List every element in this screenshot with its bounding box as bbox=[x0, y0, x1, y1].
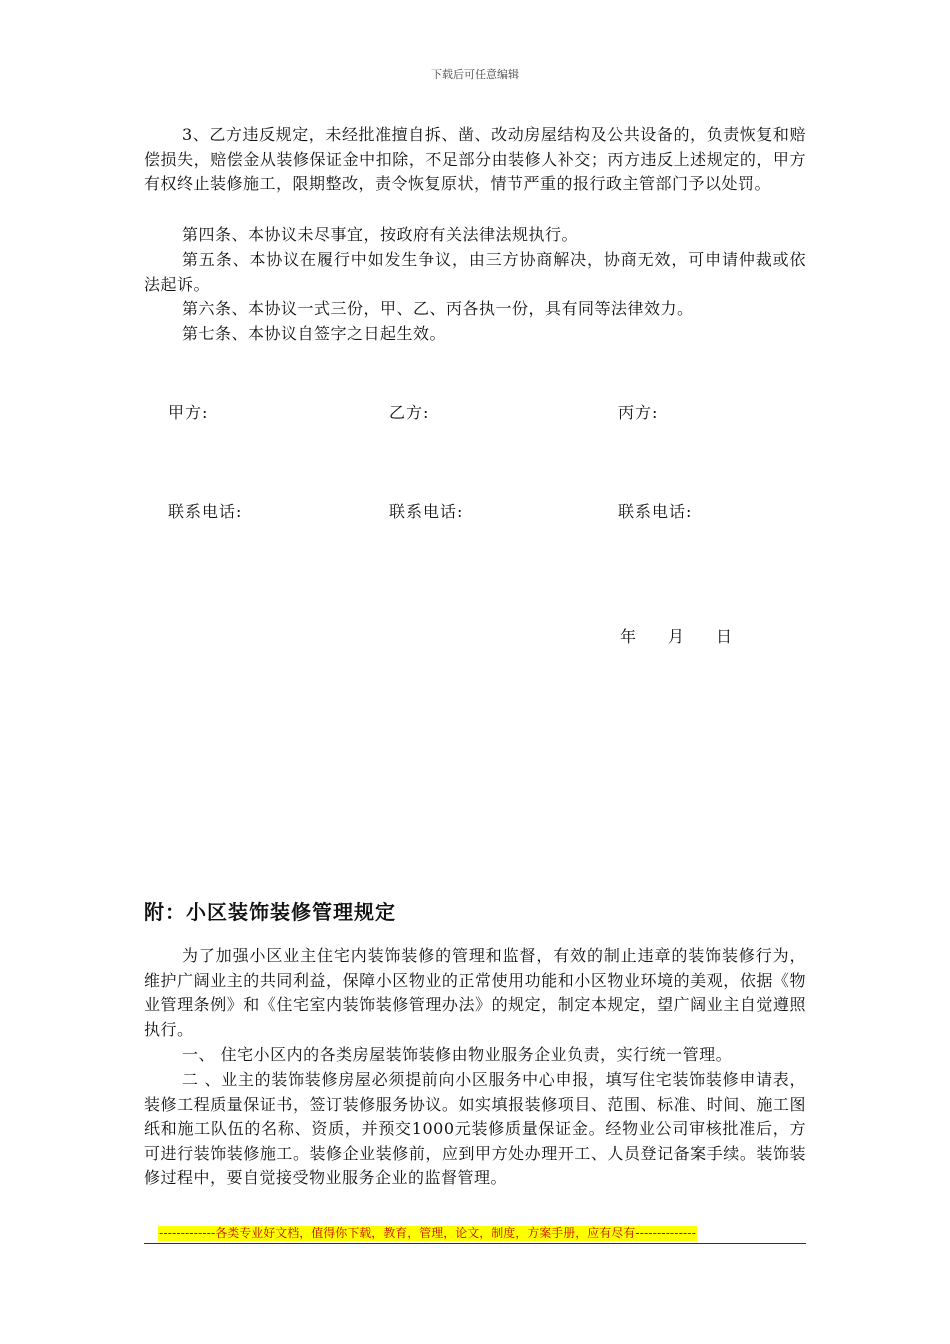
date-month: 月 bbox=[668, 627, 686, 646]
party-b-label: 乙方: bbox=[389, 403, 430, 422]
appendix-title: 附：小区装饰装修管理规定 bbox=[144, 900, 396, 924]
appendix-intro: 为了加强小区业主住宅内装饰装修的管理和监督，有效的制止违章的装饰装修行为，维护广阔业主的共同利益，保障小区物业的正常使用功能和小区物业环境的美观，依据《物业管理条例》和《住宅室内装饰装修管理办法》的规定，制定本规定，望广阔业主自觉遵照执行。 bbox=[144, 946, 806, 1039]
article-4: 第四条、本协议未尽事宜，按政府有关法律法规执行。 bbox=[182, 225, 579, 244]
clause-3: 3、乙方违反规定，未经批准擅自拆、凿、改动房屋结构及公共设备的，负责恢复和赔偿损失，赔偿金从装修保证金中扣除，不足部分由装修人补交；丙方违反上述规定的，甲方有权终止装修施工，限期整改，责令恢复原状，情节严重的报行政主管部门予以处罚。 bbox=[144, 125, 806, 193]
footer-divider bbox=[144, 1243, 806, 1244]
party-c-label: 丙方: bbox=[618, 403, 659, 422]
article-6: 第六条、本协议一式三份，甲、乙、丙各执一份，具有同等法律效力。 bbox=[182, 299, 694, 318]
page-header: 下载后可任意编辑 bbox=[431, 68, 519, 81]
article-5: 第五条、本协议在履行中如发生争议，由三方协商解决，协商无效，可申请仲裁或依法起诉。 bbox=[144, 250, 806, 294]
date-year: 年 bbox=[620, 627, 638, 646]
party-a-label: 甲方: bbox=[168, 403, 209, 422]
article-7: 第七条、本协议自签字之日起生效。 bbox=[182, 324, 447, 343]
appendix-item-2: 二 、业主的装饰装修房屋必须提前向小区服务中心申报，填写住宅装饰装修申请表，装修工程质量保证书，签订装修服务协议。如实填报装修项目、范围、标准、时间、施工图纸和施工队伍的名称、资质，并预交1000元装修质量保证金。经物业公司审核批准后，方可进行装饰装修施工。装修企业装修前，应到甲方处办理开工、人员登记备案手续。装饰装修过程中，要自觉接受物业服务企业的监督管理。 bbox=[144, 1070, 806, 1187]
appendix-item-1: 一、 住宅小区内的各类房屋装饰装修由物业服务企业负责，实行统一管理。 bbox=[182, 1045, 733, 1064]
party-a-phone-label: 联系电话: bbox=[168, 502, 243, 521]
date-day: 日 bbox=[716, 627, 734, 646]
party-b-phone-label: 联系电话: bbox=[389, 502, 464, 521]
party-c-phone-label: 联系电话: bbox=[618, 502, 693, 521]
footer-banner: -------------各类专业好文档，值得你下载，教育，管理，论文，制度，方案手册，应有尽有-------------- bbox=[159, 1226, 696, 1240]
